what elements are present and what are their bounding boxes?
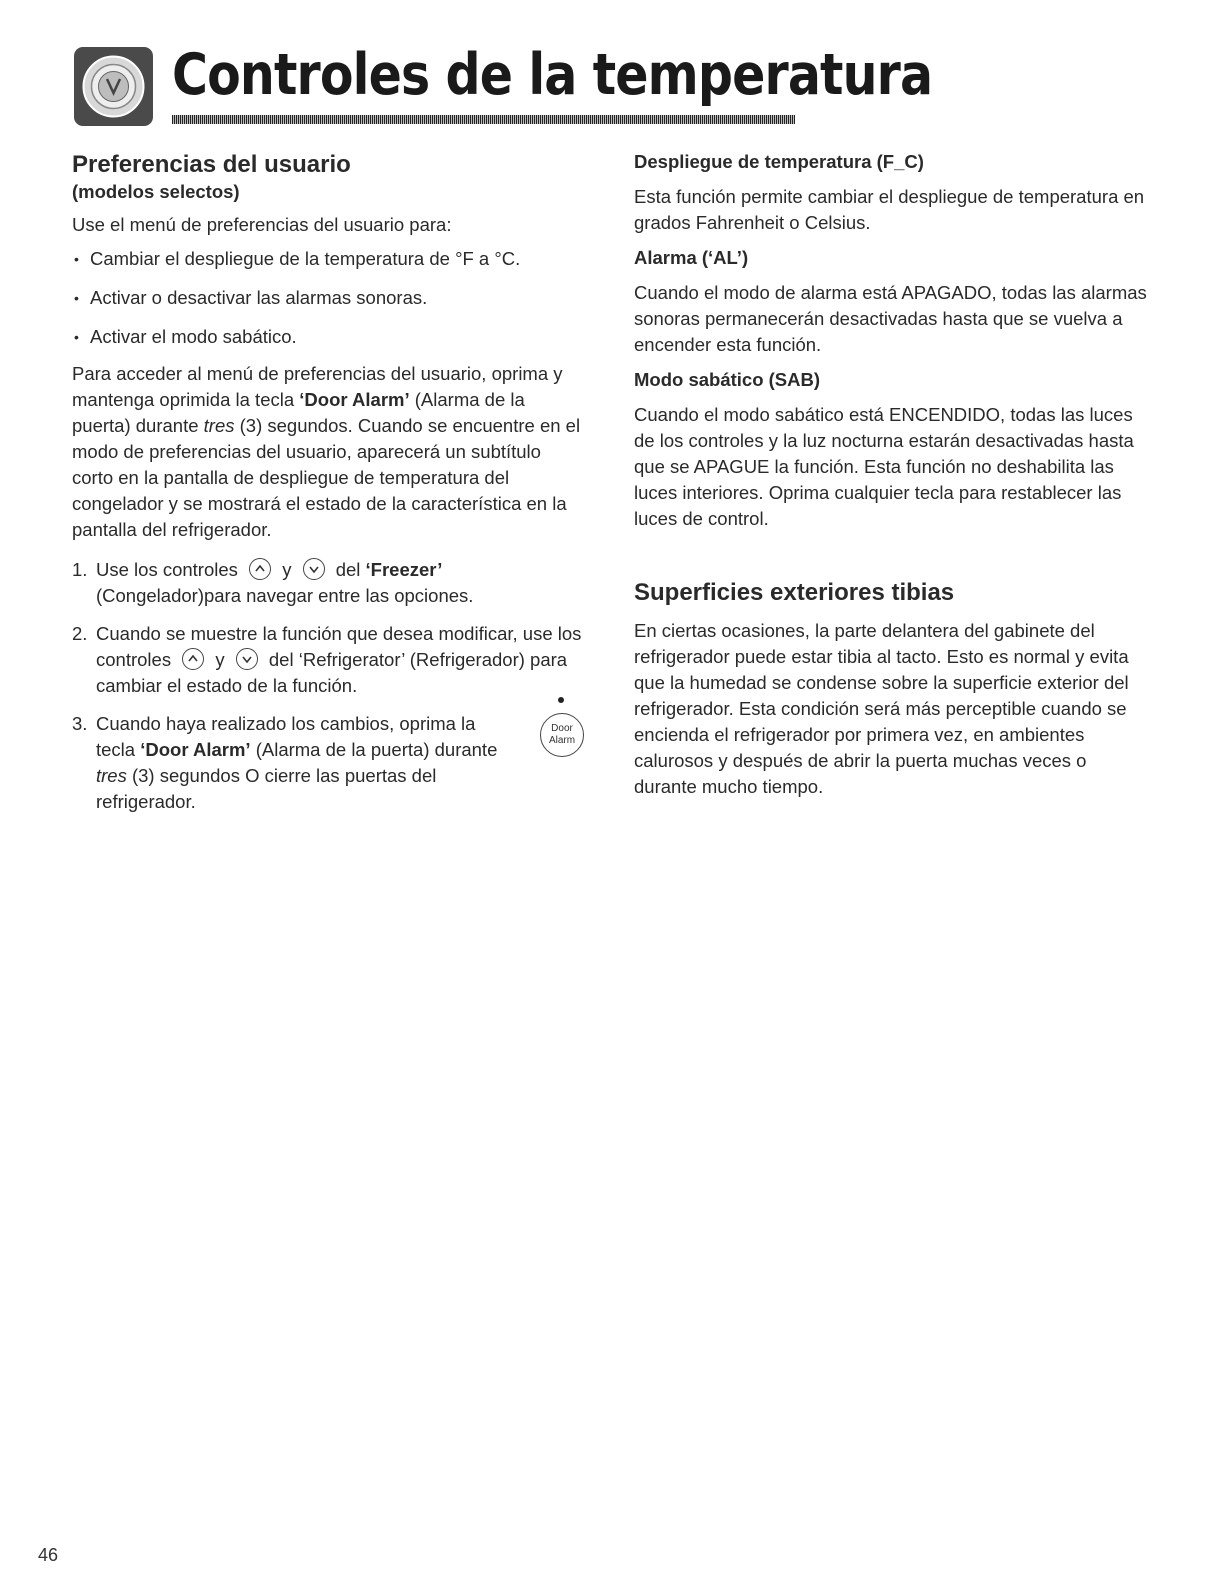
step-conjunction: y [215,649,225,670]
page-title: Controles de la temperatura [172,42,933,108]
user-preferences-heading: Preferencias del usuario [72,151,351,178]
door-alarm-button-icon [540,713,584,757]
select-models-subheading: (modelos selectos) [72,181,240,202]
access-text-2: (Alarma de la puerta) durante [72,389,525,436]
access-text-3: (3) segundos. Cuando se encuentre en el modo de preferencias del usuario, aparecerá un subtítulo corto en la pantalla de despliegue de temperatura del congelador y se mostrará el estado de la característica en la pantalla del refrigerador. [72,415,581,540]
step-item [72,711,582,815]
warm-surfaces-heading: Superficies exteriores tibias [634,579,955,606]
list-item: • Cambiar el despliegue de la temperatura de °F a °C. [72,246,582,272]
section-heading: Despliegue de temperatura (F_C) [634,151,924,172]
step-text: (Alarma de la puerta) durante [250,739,498,760]
page-number: 46 [38,1545,59,1565]
page-header [74,42,933,130]
section-body: Cuando el modo de alarma está APAGADO, todas las alarmas sonoras permanecerán desactivadas hasta que se vuelva a encender esta función. [634,282,1147,355]
section-heading: Alarma (‘AL’) [634,247,749,268]
section-body: Cuando el modo sabático está ENCENDIDO, todas las luces de los controles y la luz nocturna estarán desactivadas hasta que se APAGUE la función. Esta función no deshabilita las luces interiores. Oprima cualquier tecla para restablecer las luces de control. [634,404,1134,529]
door-alarm-button-label: Alarm [548,735,576,746]
door-alarm-button-label: Door [551,723,573,734]
step-italic: tres [96,765,127,786]
title-underline [172,115,795,124]
step-text: (3) segundos O cierre las puertas del refrigerador. [96,765,437,812]
door-alarm-key-label: ‘Door Alarm’ [140,739,251,760]
temperature-dial-icon [74,47,153,126]
down-arrow-control-icon [236,648,258,670]
intro-text: Use el menú de preferencias del usuario para: [72,214,452,235]
up-arrow-control-icon [182,648,204,670]
preferences-list [72,246,582,350]
right-column [634,150,1154,800]
warm-surfaces-body: En ciertas ocasiones, la parte delantera del gabinete del refrigerador puede estar tibia al tacto. Esto es normal y evita que la humedad se condense sobre la superficie exterior del refrigerador. Esta condición será más perceptible cuando se encienda el refrigerador por primera vez, en ambientes calurosos y después de abrir la puerta muchas veces o durante mucho tiempo. [634,620,1129,797]
access-italic: tres [203,415,235,436]
step-text: del [335,559,366,580]
step-text: (Congelador)para navegar entre las opciones. [96,585,474,606]
list-item: • Activar o desactivar las alarmas sonoras. [72,285,582,311]
step-conjunction: y [282,559,292,580]
step-text: Cuando haya realizado los cambios, oprima la tecla [96,713,476,760]
up-arrow-control-icon [249,558,271,580]
section-body: Esta función permite cambiar el despliegue de temperatura en grados Fahrenheit o Celsius. [634,186,1145,233]
step-number: 1. [72,559,88,580]
access-text-1: Para acceder al menú de preferencias del usuario, oprima y mantenga oprimida la tecla [72,363,563,410]
steps-list [72,557,582,815]
indicator-dot-icon [558,697,564,703]
step-item [72,557,582,609]
step-text: Use los controles [96,559,238,580]
down-arrow-control-icon [303,558,325,580]
step-text: Cuando se muestre la función que desea modificar, use los controles [96,623,582,670]
list-item: • Activar el modo sabático. [72,324,582,350]
door-alarm-key-label: ‘Door Alarm’ [299,389,410,410]
step-text: del ‘Refrigerator’ (Refrigerador) para cambiar el estado de la función. [96,649,568,696]
access-paragraph [72,361,582,543]
freezer-label: ‘Freezer’ [365,559,443,580]
left-column [72,150,582,827]
section-heading: Modo sabático (SAB) [634,369,821,390]
step-number: 2. [72,623,88,644]
step-number: 3. [72,713,88,734]
step-item [72,621,582,699]
